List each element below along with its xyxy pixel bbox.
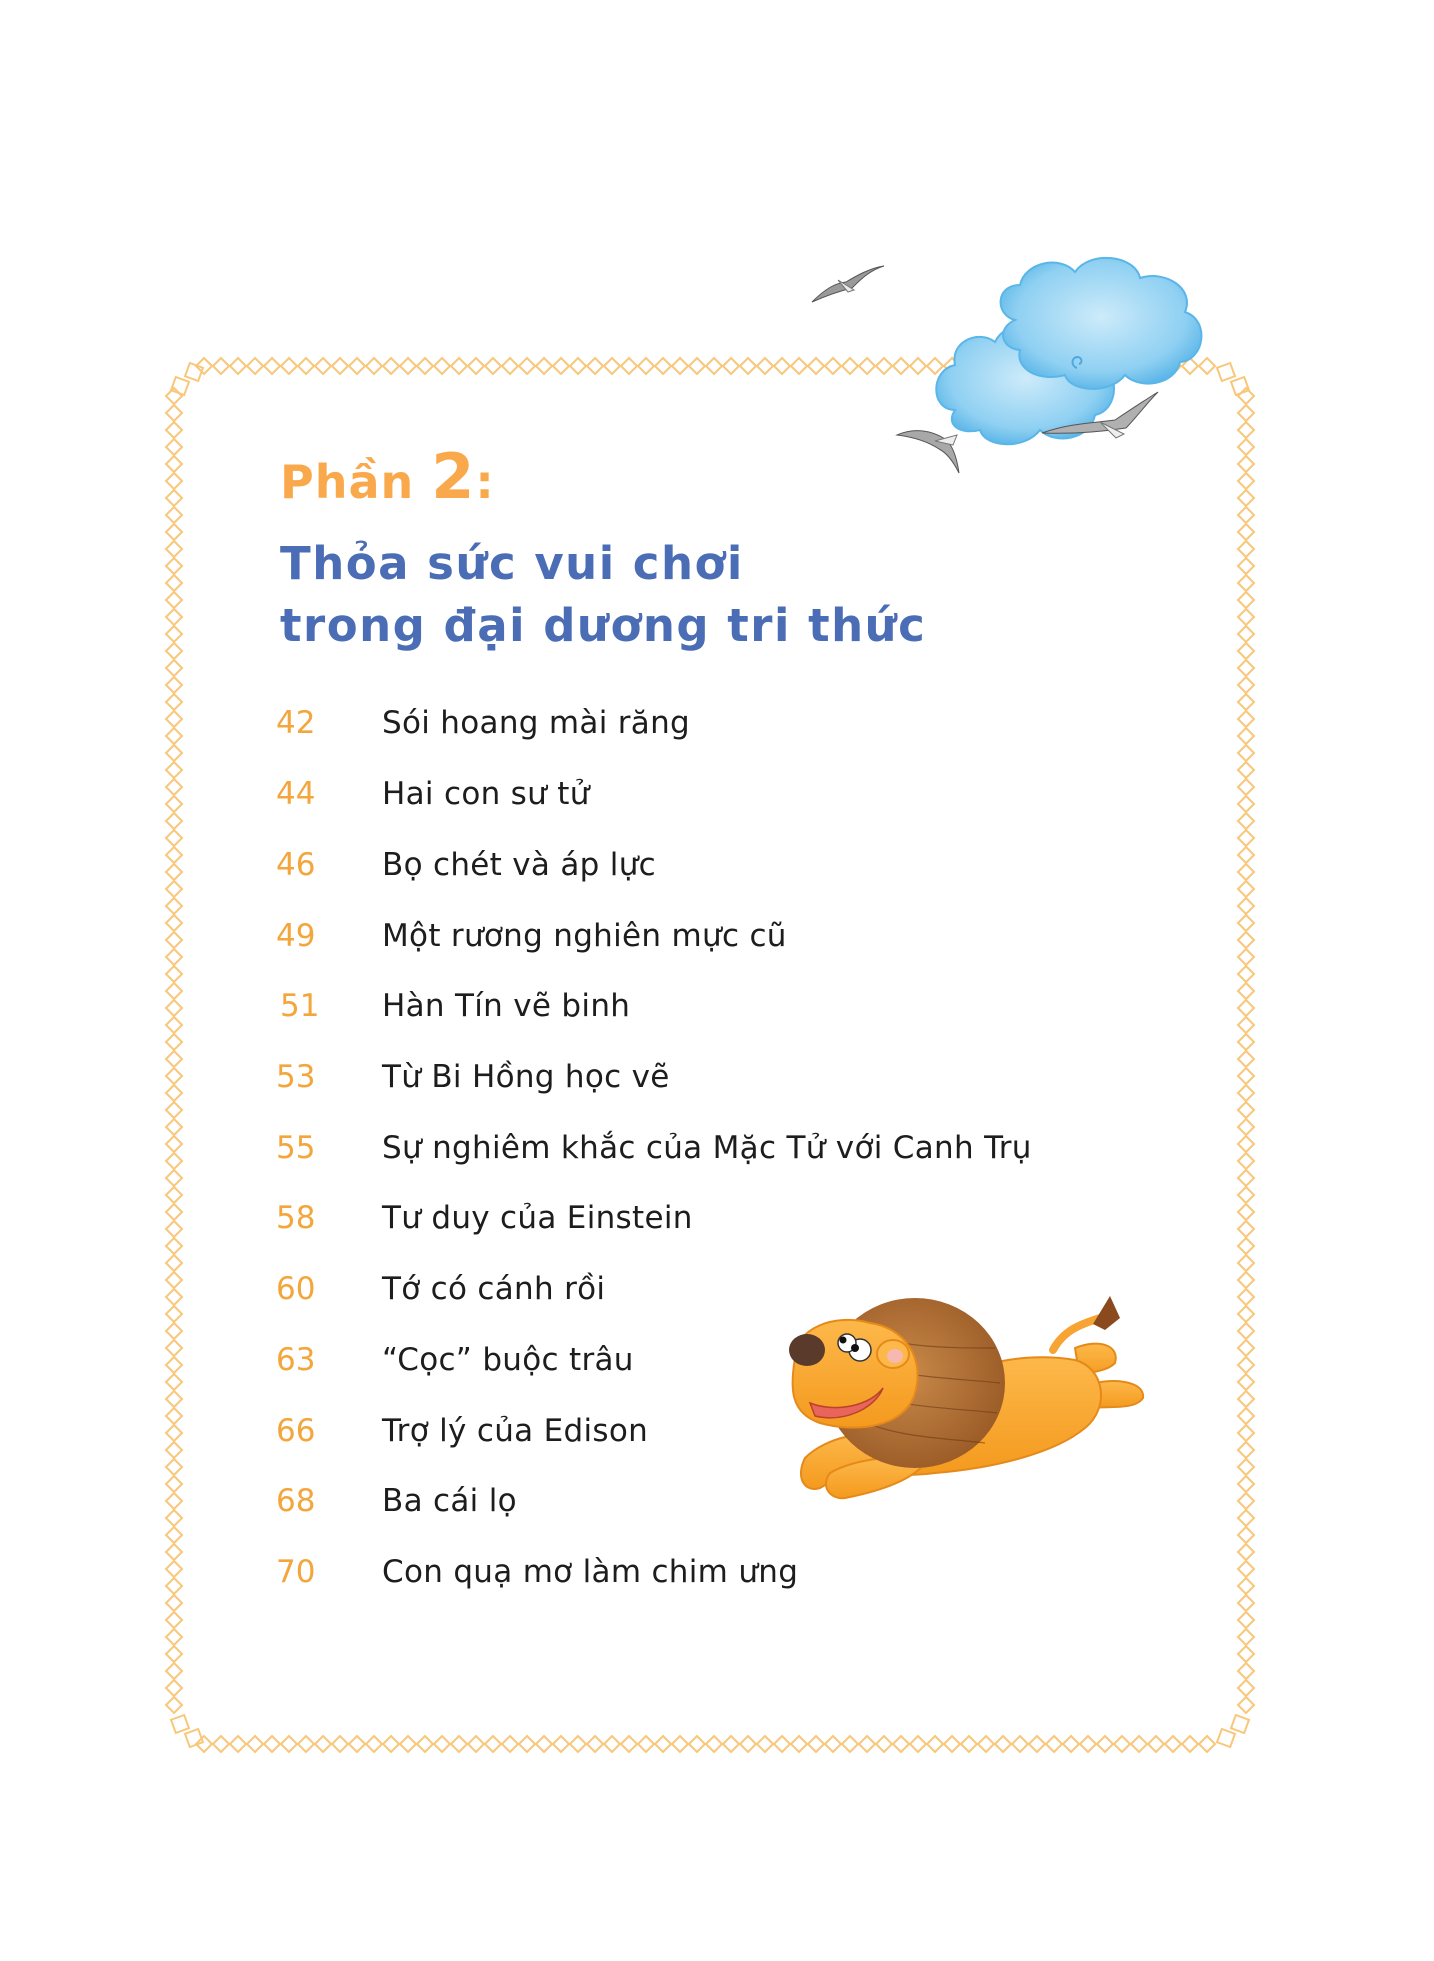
seagull-icon	[1040, 388, 1160, 443]
toc-page-number: 53	[276, 1059, 316, 1095]
part-colon: :	[475, 455, 495, 509]
toc-page-number: 58	[276, 1200, 316, 1236]
toc-entry-title: Hàn Tín vẽ binh	[382, 988, 631, 1024]
toc-entry[interactable]	[276, 1342, 634, 1386]
toc-entry[interactable]	[276, 1200, 693, 1244]
toc-entry[interactable]	[276, 705, 690, 749]
toc-entry[interactable]	[276, 776, 590, 820]
toc-entry-title: Hai con sư tử	[382, 776, 590, 812]
toc-entry-title: Sự nghiêm khắc của Mặc Tử với Canh Trụ	[382, 1130, 1032, 1166]
seagull-icon	[808, 258, 888, 308]
toc-entry[interactable]	[276, 847, 656, 891]
toc-entry-title: Một rương nghiên mực cũ	[382, 918, 787, 954]
toc-page-number: 42	[276, 705, 316, 741]
subtitle-line-1: Thỏa sức vui chơi	[280, 537, 744, 590]
toc-page-number: 66	[276, 1413, 316, 1449]
toc-entry-title: Tớ có cánh rồi	[382, 1271, 606, 1307]
toc-page-number: 51	[280, 988, 320, 1024]
toc-page-number: 44	[276, 776, 316, 812]
toc-entry-title: Con quạ mơ làm chim ưng	[382, 1554, 799, 1590]
toc-entry-title: Từ Bi Hồng học vẽ	[382, 1059, 670, 1095]
toc-entry[interactable]	[276, 988, 630, 1032]
toc-entry[interactable]	[276, 1554, 798, 1598]
seagull-icon	[895, 415, 980, 475]
toc-entry[interactable]	[276, 1059, 670, 1103]
toc-entry[interactable]	[276, 1130, 1032, 1174]
toc-entry-title: Bọ chét và áp lực	[382, 847, 656, 883]
subtitle-line-2: trong đại dương tri thức	[280, 599, 927, 652]
toc-entry[interactable]	[276, 1271, 605, 1315]
toc-entry-title: Sói hoang mài răng	[382, 705, 691, 741]
toc-page-number: 46	[276, 847, 316, 883]
toc-page-number: 68	[276, 1483, 316, 1519]
toc-entry-title: Tư duy của Einstein	[382, 1200, 693, 1236]
toc-entry-title: Ba cái lọ	[382, 1483, 517, 1519]
toc-entry[interactable]	[276, 1483, 517, 1527]
toc-page-number: 55	[276, 1130, 316, 1166]
lion-illustration	[775, 1288, 1150, 1508]
toc-page-number: 60	[276, 1271, 316, 1307]
toc-entry-title: “Cọc” buộc trâu	[382, 1342, 634, 1378]
part-label: Phần	[280, 455, 415, 509]
part-heading	[280, 440, 495, 513]
toc-page-number: 49	[276, 918, 316, 954]
toc-page-number: 63	[276, 1342, 316, 1378]
part-subtitle	[280, 533, 926, 657]
toc-entry[interactable]	[276, 1413, 648, 1457]
toc-entry-title: Trợ lý của Edison	[382, 1413, 649, 1449]
toc-entry[interactable]	[276, 918, 787, 962]
part-number: 2	[431, 440, 476, 513]
toc-page-number: 70	[276, 1554, 316, 1590]
